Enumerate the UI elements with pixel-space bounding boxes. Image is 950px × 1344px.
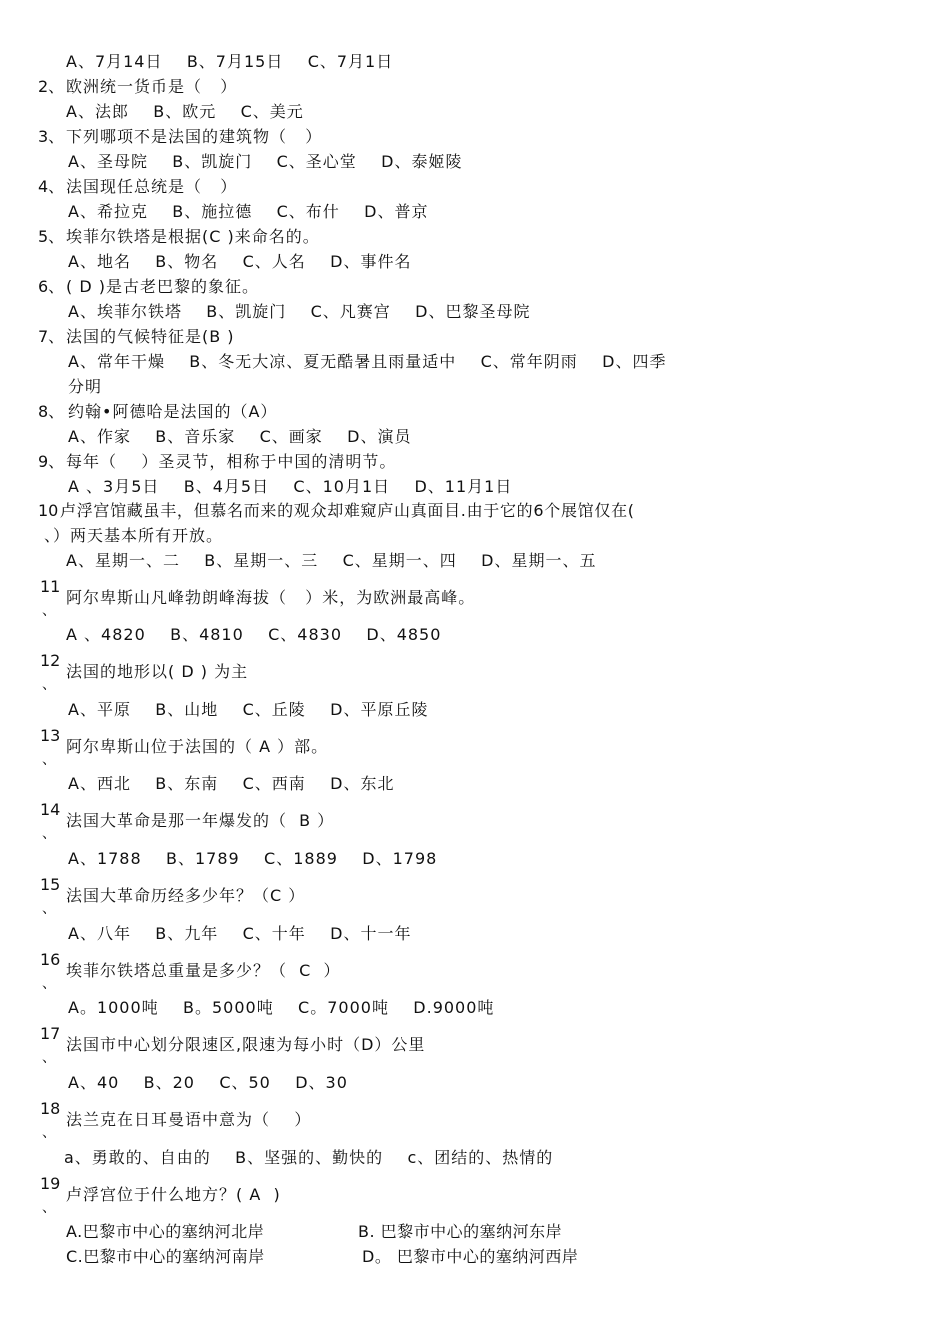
q17-mark: 、 [42,1050,56,1066]
q4-options: A、希拉克 B、施拉德 C、布什 D、普京 [68,202,429,221]
q16-text: 埃菲尔铁塔总重量是多少？（ C ） [66,961,341,980]
q13-text: 阿尔卑斯山位于法国的（ A ）部。 [66,737,329,756]
q3-text: 下列哪项不是法国的建筑物（ ） [66,127,323,146]
q10-number: 10 [38,501,59,520]
q15-number: 15 [40,875,61,894]
q2-number: 2、 [38,77,65,96]
q7-options: A、常年干燥 B、冬无大凉、夏无酷暑且雨量适中 C、常年阴雨 D、四季 [68,352,667,371]
q18-number: 18 [40,1099,61,1118]
q5-number: 5、 [38,227,65,246]
q4-number: 4、 [38,177,65,196]
q19-mark: 、 [42,1200,56,1216]
q9-text: 每年（ ）圣灵节，相称于中国的清明节。 [66,452,397,471]
q14-options: A、1788 B、1789 C、1889 D、1798 [68,849,438,868]
q10-text-continued: 、）两天基本所有开放。 [44,526,224,545]
q9-number: 9、 [38,452,65,471]
q10-options: A、星期一、二 B、星期一、三 C、星期一、四 D、星期一、五 [66,551,597,570]
q12-options: A、平原 B、山地 C、丘陵 D、平原丘陵 [68,700,429,719]
q6-options: A、埃菲尔铁塔 B、凯旋门 C、凡赛宫 D、巴黎圣母院 [68,302,531,321]
q4-text: 法国现任总统是（ ） [66,177,238,196]
q19-option-a: A.巴黎市中心的塞纳河北岸 [66,1222,265,1241]
q7-text: 法国的气候特征是(B ) [66,327,235,346]
q14-mark: 、 [42,826,56,842]
q8-text: 约翰•阿德哈是法国的（A） [68,402,278,421]
q3-options: A、圣母院 B、凯旋门 C、圣心堂 D、泰姬陵 [68,152,463,171]
q13-mark: 、 [42,752,56,768]
q7-number: 7、 [38,327,65,346]
q2-text: 欧洲统一货币是（ ） [66,77,238,96]
q11-number: 11 [40,577,61,596]
q17-number: 17 [40,1024,61,1043]
q3-number: 3、 [38,127,65,146]
q11-options: A 、4820 B、4810 C、4830 D、4850 [66,625,442,644]
q6-text: ( D )是古老巴黎的象征。 [66,277,259,296]
q12-text: 法国的地形以( D ) 为主 [66,662,249,681]
q13-options: A、西北 B、东南 C、西南 D、东北 [68,774,395,793]
q14-number: 14 [40,800,61,819]
q18-mark: 、 [42,1125,56,1141]
q7-options-continued: 分明 [68,377,103,396]
q2-options: A、法郎 B、欧元 C、美元 [66,102,304,121]
q17-text: 法国市中心划分限速区,限速为每小时（D）公里 [66,1035,426,1054]
q11-text: 阿尔卑斯山凡峰勃朗峰海拔（ ）米，为欧洲最高峰。 [66,588,476,607]
q19-option-c: C.巴黎市中心的塞纳河南岸 [66,1247,265,1266]
q8-options: A、作家 B、音乐家 C、画家 D、演员 [68,427,412,446]
q5-options: A、地名 B、物名 C、人名 D、事件名 [68,252,412,271]
q16-options: A。1000吨 B。5000吨 C。7000吨 D.9000吨 [68,998,495,1017]
q11-mark: 、 [42,603,56,619]
q15-options: A、八年 B、九年 C、十年 D、十一年 [68,924,412,943]
q18-text: 法兰克在日耳曼语中意为（ ） [66,1110,312,1129]
q19-text: 卢浮宫位于什么地方？( A ) [66,1185,281,1204]
q9-options: A 、3月5日 B、4月5日 C、10月1日 D、11月1日 [68,477,513,496]
q6-number: 6、 [38,277,65,296]
q12-number: 12 [40,651,61,670]
q1-options: A、7月14日 B、7月15日 C、7月1日 [66,52,394,71]
q15-text: 法国大革命历经多少年？（C ） [66,886,306,905]
q17-options: A、40 B、20 C、50 D、30 [68,1073,348,1092]
q14-text: 法国大革命是那一年爆发的（ B ） [66,811,335,830]
q13-number: 13 [40,726,61,745]
q19-option-b: B. 巴黎市中心的塞纳河东岸 [358,1222,563,1241]
q10-text: 卢浮宫馆藏虽丰，但慕名而来的观众却难窥庐山真面目.由于它的6个展馆仅在( [60,501,635,520]
q18-options: a、勇敢的、自由的 B、坚强的、勤快的 c、团结的、热情的 [64,1148,554,1167]
q16-number: 16 [40,950,61,969]
q19-option-d: D。 巴黎市中心的塞纳河西岸 [362,1247,579,1266]
q12-mark: 、 [42,677,56,693]
q5-text: 埃菲尔铁塔是根据(C )来命名的。 [66,227,320,246]
q8-number: 8、 [38,402,65,421]
q15-mark: 、 [42,901,56,917]
q19-number: 19 [40,1174,61,1193]
q16-mark: 、 [42,976,56,992]
